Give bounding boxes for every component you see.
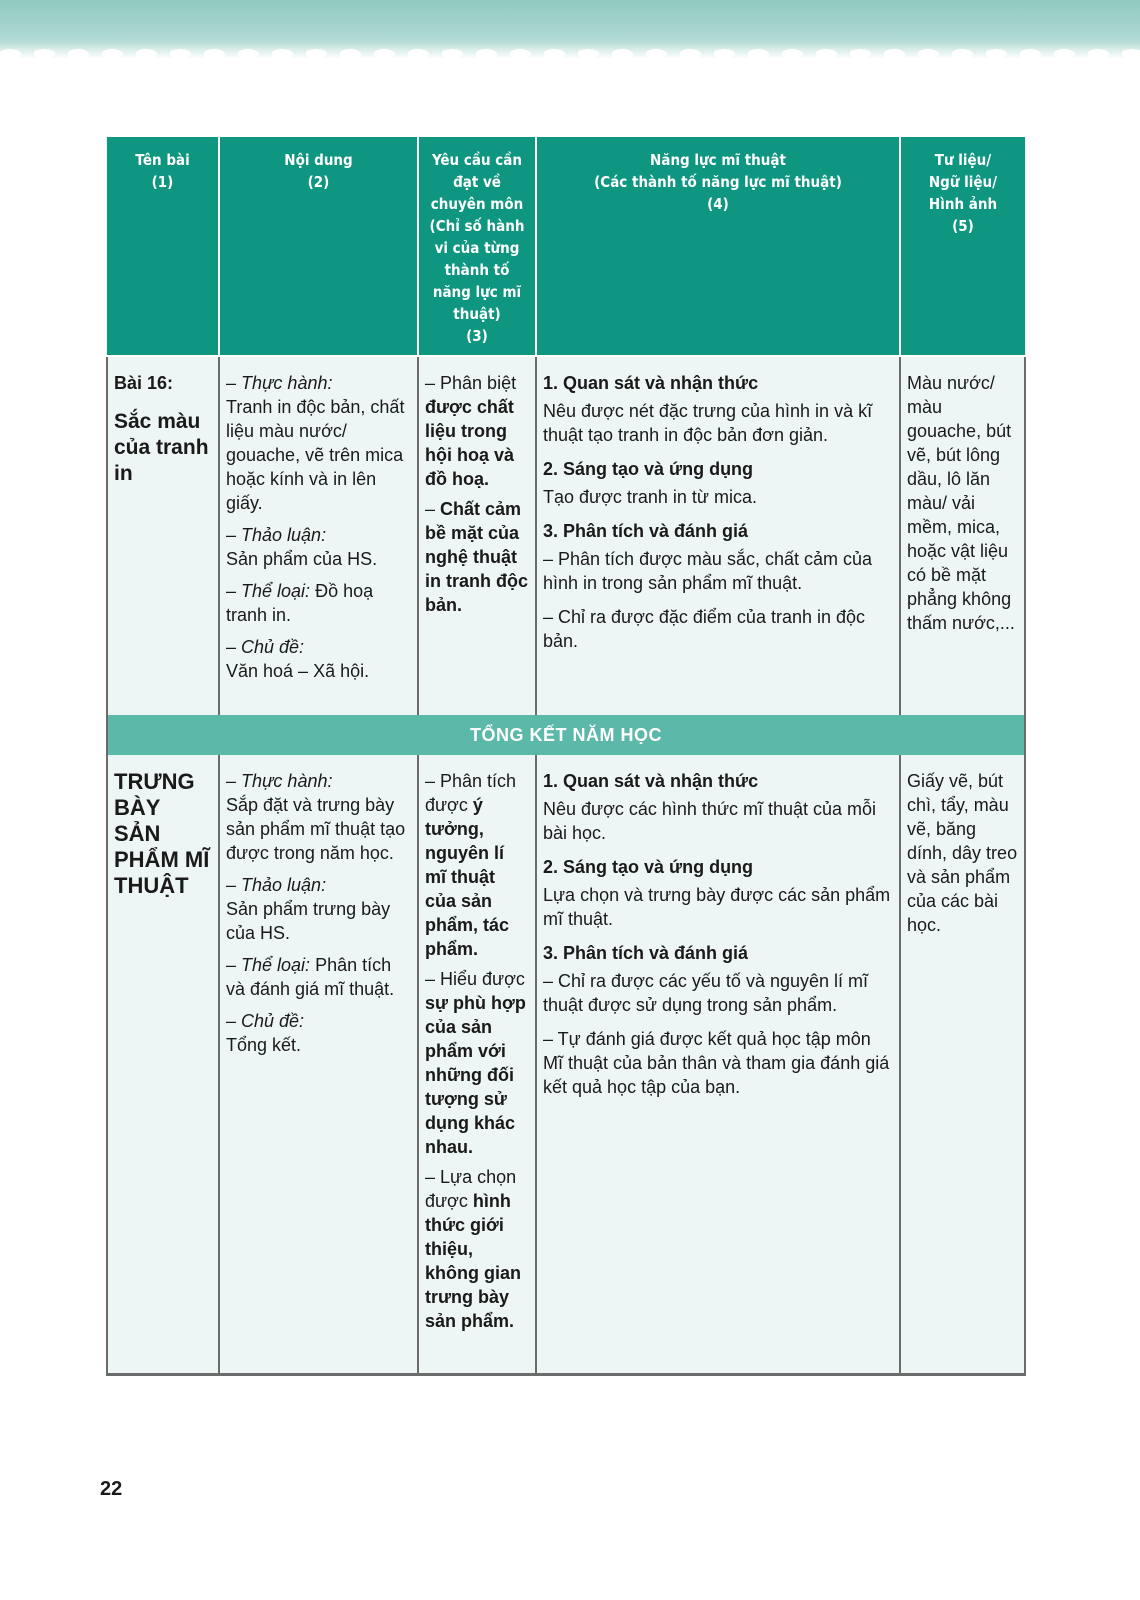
content-entry bbox=[226, 523, 411, 571]
content-label: – Thể loại: bbox=[226, 581, 311, 601]
content-cell bbox=[219, 356, 418, 715]
lesson-cell bbox=[107, 356, 219, 715]
capability-text: – Phân tích được màu sắc, chất cảm của hình in trong sản phẩm mĩ thuật. bbox=[543, 549, 873, 593]
content-entry bbox=[226, 873, 411, 945]
requirement-text: ý tưởng, nguyên lí mĩ thuật của sản phẩm, tác phẩm. bbox=[425, 795, 510, 959]
lesson-cell bbox=[107, 755, 219, 1375]
requirement-text: hình thức giới thiệu, không gian trưng bày sản phẩm. bbox=[425, 1191, 521, 1331]
requirement-dash: – bbox=[425, 499, 441, 519]
requirement-item bbox=[425, 769, 529, 961]
capabilities-cell bbox=[536, 356, 900, 715]
content-label: – Thảo luận: bbox=[226, 875, 327, 895]
capability-text: Nêu được nét đặc trưng của hình in và kĩ thuật tạo tranh in độc bản đơn giản. bbox=[543, 401, 873, 445]
lesson-plan-table bbox=[106, 137, 1026, 1376]
decorative-torn-edge bbox=[0, 42, 1140, 64]
lesson-title: Sắc màu của tranh in bbox=[114, 410, 209, 485]
content-entry bbox=[226, 371, 411, 515]
requirement-verb: Hiểu được bbox=[440, 969, 525, 989]
header-content: Nội dung (2) bbox=[219, 137, 418, 356]
section-banner-row bbox=[107, 715, 1025, 755]
requirement-text: Chất cảm bề mặt của nghệ thuật in tranh độc bản. bbox=[425, 499, 528, 615]
materials-cell: Giấy vẽ, bút chì, tẩy, màu vẽ, băng dính, dây treo và sản phẩm của các bài học. bbox=[900, 755, 1025, 1375]
section-banner: TỔNG KẾT NĂM HỌC bbox=[107, 715, 1025, 755]
header-lesson-name: Tên bài (1) bbox=[107, 137, 219, 356]
requirement-dash: – bbox=[425, 1167, 441, 1187]
requirement-item bbox=[425, 497, 529, 617]
content-label: – Thể loại: bbox=[226, 955, 311, 975]
requirement-verb: Lựa chọn được bbox=[425, 1167, 517, 1211]
capability-heading: 3. Phân tích và đánh giá bbox=[543, 521, 749, 541]
content-text: Tổng kết. bbox=[226, 1035, 302, 1055]
capability-heading: 3. Phân tích và đánh giá bbox=[543, 943, 749, 963]
content-entry bbox=[226, 769, 411, 865]
header-materials: Tư liệu/ Ngữ liệu/ Hình ảnh (5) bbox=[900, 137, 1025, 356]
content-text: Sắp đặt và trưng bày sản phẩm mĩ thuật tạo được trong năm học. bbox=[226, 795, 406, 863]
content-text: Sản phẩm trưng bày của HS. bbox=[226, 899, 391, 943]
content-label: – Chủ đề: bbox=[226, 1011, 305, 1031]
capability-heading: 1. Quan sát và nhận thức bbox=[543, 771, 759, 791]
header-capabilities: Năng lực mĩ thuật (Các thành tố năng lực mĩ thuật) (4) bbox=[536, 137, 900, 356]
requirements-cell bbox=[418, 755, 536, 1375]
materials-cell: Màu nước/ màu gouache, bút vẽ, bút lông dầu, lô lăn màu/ vải mềm, mica, hoặc vật liệu có bề mặt phẳng không thấm nước,... bbox=[900, 356, 1025, 715]
capability-text: Nêu được các hình thức mĩ thuật của mỗi bài học. bbox=[543, 799, 877, 843]
content-text: Đồ hoạ tranh in. bbox=[226, 581, 374, 625]
requirements-cell bbox=[418, 356, 536, 715]
capability-text: – Chỉ ra được các yếu tố và nguyên lí mĩ thuật được sử dụng trong sản phẩm. bbox=[543, 971, 869, 1015]
requirement-verb: Phân biệt bbox=[440, 373, 517, 393]
table-row bbox=[107, 356, 1025, 715]
content-entry bbox=[226, 953, 411, 1001]
capability-heading: 1. Quan sát và nhận thức bbox=[543, 373, 759, 393]
requirement-item bbox=[425, 371, 529, 491]
content-text: Sản phẩm của HS. bbox=[226, 549, 378, 569]
requirement-dash: – bbox=[425, 373, 441, 393]
content-entry bbox=[226, 1009, 411, 1057]
capability-text: – Tự đánh giá được kết quả học tập môn Mĩ thuật của bản thân và tham gia đánh giá kết quả học tập của bạn. bbox=[543, 1029, 890, 1097]
capability-text: Tạo được tranh in từ mica. bbox=[543, 487, 757, 507]
content-cell bbox=[219, 755, 418, 1375]
content-entry bbox=[226, 635, 411, 683]
requirement-dash: – bbox=[425, 969, 441, 989]
capability-text: – Chỉ ra được đặc điểm của tranh in độc bản. bbox=[543, 607, 866, 651]
capability-heading: 2. Sáng tạo và ứng dụng bbox=[543, 857, 754, 877]
content-entry bbox=[226, 579, 411, 627]
requirement-item bbox=[425, 1165, 529, 1333]
content-label: – Chủ đề: bbox=[226, 637, 305, 657]
capabilities-cell bbox=[536, 755, 900, 1375]
capability-text: Lựa chọn và trưng bày được các sản phẩm mĩ thuật. bbox=[543, 885, 891, 929]
content-label: – Thực hành: bbox=[226, 771, 333, 791]
requirement-item bbox=[425, 967, 529, 1159]
content-label: – Thảo luận: bbox=[226, 525, 327, 545]
content-text: Phân tích và đánh giá mĩ thuật. bbox=[226, 955, 395, 999]
content-text: Tranh in độc bản, chất liệu màu nước/ gouache, vẽ trên mica hoặc kính và in lên giấy. bbox=[226, 397, 405, 513]
lesson-title: TRƯNG BÀY SẢN PHẨM MĨ THUẬT bbox=[114, 769, 210, 898]
requirement-text: sự phù hợp của sản phẩm với những đối tượng sử dụng khác nhau. bbox=[425, 993, 526, 1157]
table-row bbox=[107, 755, 1025, 1375]
content-label: – Thực hành: bbox=[226, 373, 333, 393]
lesson-number: Bài 16: bbox=[114, 373, 174, 393]
capability-heading: 2. Sáng tạo và ứng dụng bbox=[543, 459, 754, 479]
page-number: 22 bbox=[100, 1478, 123, 1500]
requirement-verb: Phân tích được bbox=[425, 771, 517, 815]
requirement-text: được chất liệu trong hội hoạ và đồ hoạ. bbox=[425, 397, 515, 489]
content-text: Văn hoá – Xã hội. bbox=[226, 661, 370, 681]
requirement-dash: – bbox=[425, 771, 441, 791]
header-requirements: Yêu cầu cần đạt về chuyên môn (Chỉ số hành vi của từng thành tố năng lực mĩ thuật) (3) bbox=[418, 137, 536, 356]
table-header-row bbox=[107, 137, 1025, 356]
